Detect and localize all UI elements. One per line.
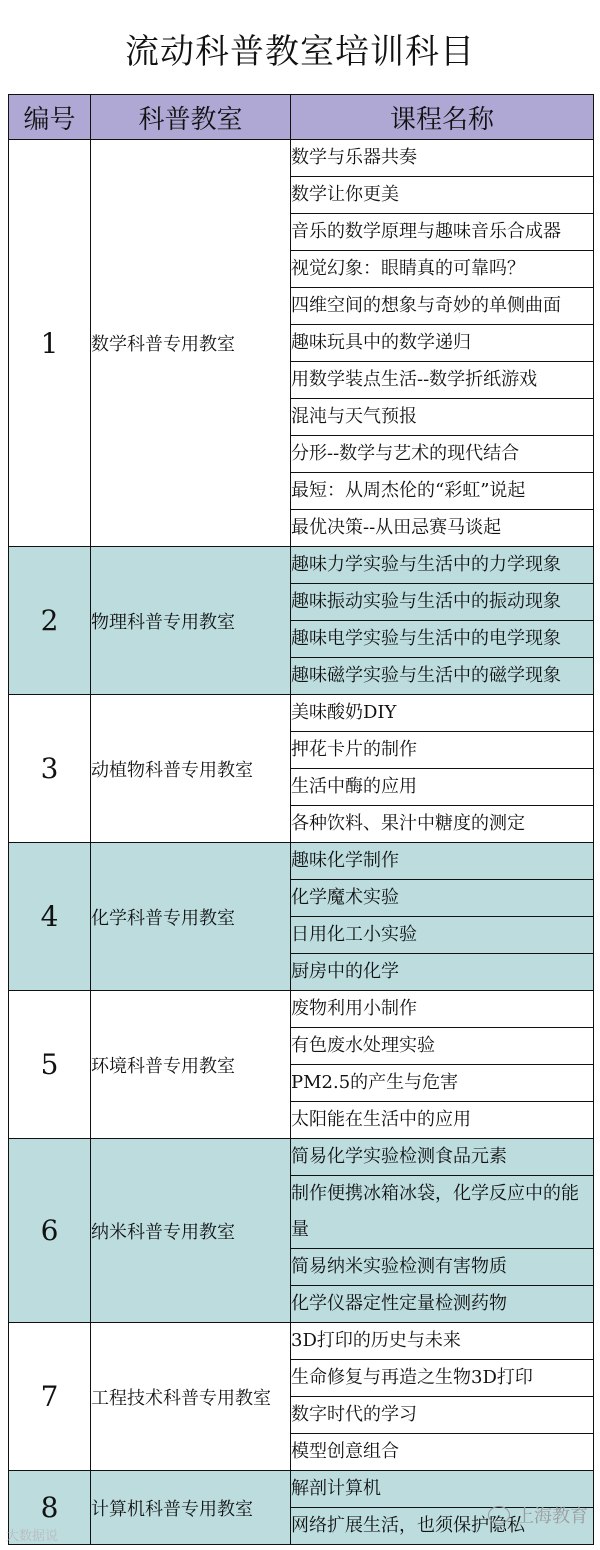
course-name: PM2.5的产生与危害 bbox=[291, 1065, 594, 1102]
course-name: 视觉幻象：眼睛真的可靠吗？ bbox=[291, 251, 594, 288]
classroom-name: 工程技术科普专用教室 bbox=[91, 1323, 291, 1471]
course-name: 网络扩展生活，也须保护隐私 bbox=[291, 1508, 594, 1545]
course-name: 太阳能在生活中的应用 bbox=[291, 1102, 594, 1139]
table-header-row bbox=[9, 95, 594, 140]
course-name: 用数学装点生活--数学折纸游戏 bbox=[291, 362, 594, 399]
group-number: 5 bbox=[9, 991, 91, 1139]
table-body bbox=[9, 140, 594, 1545]
course-name: 美味酸奶DIY bbox=[291, 695, 594, 732]
course-name: 数学让你更美 bbox=[291, 177, 594, 214]
classroom-name: 物理科普专用教室 bbox=[91, 547, 291, 695]
group-number: 8 bbox=[9, 1471, 91, 1545]
group-number: 3 bbox=[9, 695, 91, 843]
wechat-icon bbox=[488, 1506, 510, 1524]
classroom-name: 环境科普专用教室 bbox=[91, 991, 291, 1139]
course-name: 化学魔术实验 bbox=[291, 880, 594, 917]
header-classroom: 科普教室 bbox=[91, 95, 291, 140]
classroom-name: 纳米科普专用教室 bbox=[91, 1139, 291, 1323]
table-row bbox=[9, 547, 594, 584]
group-number: 4 bbox=[9, 843, 91, 991]
watermark-left: 大数据说 bbox=[6, 1529, 59, 1544]
watermark-right-label: 上海教育 bbox=[516, 1506, 588, 1527]
course-name: 生活中酶的应用 bbox=[291, 769, 594, 806]
course-name: 趣味振动实验与生活中的振动现象 bbox=[291, 584, 594, 621]
header-number: 编号 bbox=[9, 95, 91, 140]
course-name: 日用化工小实验 bbox=[291, 917, 594, 954]
table-row bbox=[9, 695, 594, 732]
group-number: 7 bbox=[9, 1323, 91, 1471]
table-row bbox=[9, 991, 594, 1028]
table-row bbox=[9, 1139, 594, 1176]
course-name: 制作便携冰箱冰袋，化学反应中的能量 bbox=[291, 1176, 594, 1249]
course-name: 最优决策--从田忌赛马谈起 bbox=[291, 510, 594, 547]
classroom-name: 数学科普专用教室 bbox=[91, 140, 291, 547]
course-name: 数学与乐器共奏 bbox=[291, 140, 594, 177]
course-name: 音乐的数学原理与趣味音乐合成器 bbox=[291, 214, 594, 251]
course-name: 分形--数学与艺术的现代结合 bbox=[291, 436, 594, 473]
course-name: 趣味力学实验与生活中的力学现象 bbox=[291, 547, 594, 584]
course-name: 模型创意组合 bbox=[291, 1434, 594, 1471]
course-name: 化学仪器定性定量检测药物 bbox=[291, 1286, 594, 1323]
course-name: 趣味磁学实验与生活中的磁学现象 bbox=[291, 658, 594, 695]
course-name: 押花卡片的制作 bbox=[291, 732, 594, 769]
course-name: 最短：从周杰伦的“彩虹”说起 bbox=[291, 473, 594, 510]
course-name: 简易化学实验检测食品元素 bbox=[291, 1139, 594, 1176]
course-table bbox=[8, 94, 594, 1545]
course-name: 简易纳米实验检测有害物质 bbox=[291, 1249, 594, 1286]
watermark-right bbox=[488, 1502, 588, 1528]
course-name: 趣味玩具中的数学递归 bbox=[291, 325, 594, 362]
course-name: 3D打印的历史与未来 bbox=[291, 1323, 594, 1360]
table-row bbox=[9, 843, 594, 880]
group-number: 1 bbox=[9, 140, 91, 547]
course-name: 有色废水处理实验 bbox=[291, 1028, 594, 1065]
course-name: 趣味电学实验与生活中的电学现象 bbox=[291, 621, 594, 658]
course-name: 数字时代的学习 bbox=[291, 1397, 594, 1434]
classroom-name: 动植物科普专用教室 bbox=[91, 695, 291, 843]
course-name: 废物利用小制作 bbox=[291, 991, 594, 1028]
group-number: 2 bbox=[9, 547, 91, 695]
group-number: 6 bbox=[9, 1139, 91, 1323]
course-name: 各种饮料、果汁中糖度的测定 bbox=[291, 806, 594, 843]
course-name: 厨房中的化学 bbox=[291, 954, 594, 991]
course-name: 四维空间的想象与奇妙的单侧曲面 bbox=[291, 288, 594, 325]
header-course: 课程名称 bbox=[291, 95, 594, 140]
table-row bbox=[9, 1323, 594, 1360]
course-name: 解剖计算机 bbox=[291, 1471, 594, 1508]
course-name: 趣味化学制作 bbox=[291, 843, 594, 880]
page-title: 流动科普教室培训科目 bbox=[125, 32, 475, 72]
classroom-name: 计算机科普专用教室 bbox=[91, 1471, 291, 1545]
classroom-name: 化学科普专用教室 bbox=[91, 843, 291, 991]
table-row bbox=[9, 140, 594, 177]
course-name: 混沌与天气预报 bbox=[291, 399, 594, 436]
course-name: 生命修复与再造之生物3D打印 bbox=[291, 1360, 594, 1397]
